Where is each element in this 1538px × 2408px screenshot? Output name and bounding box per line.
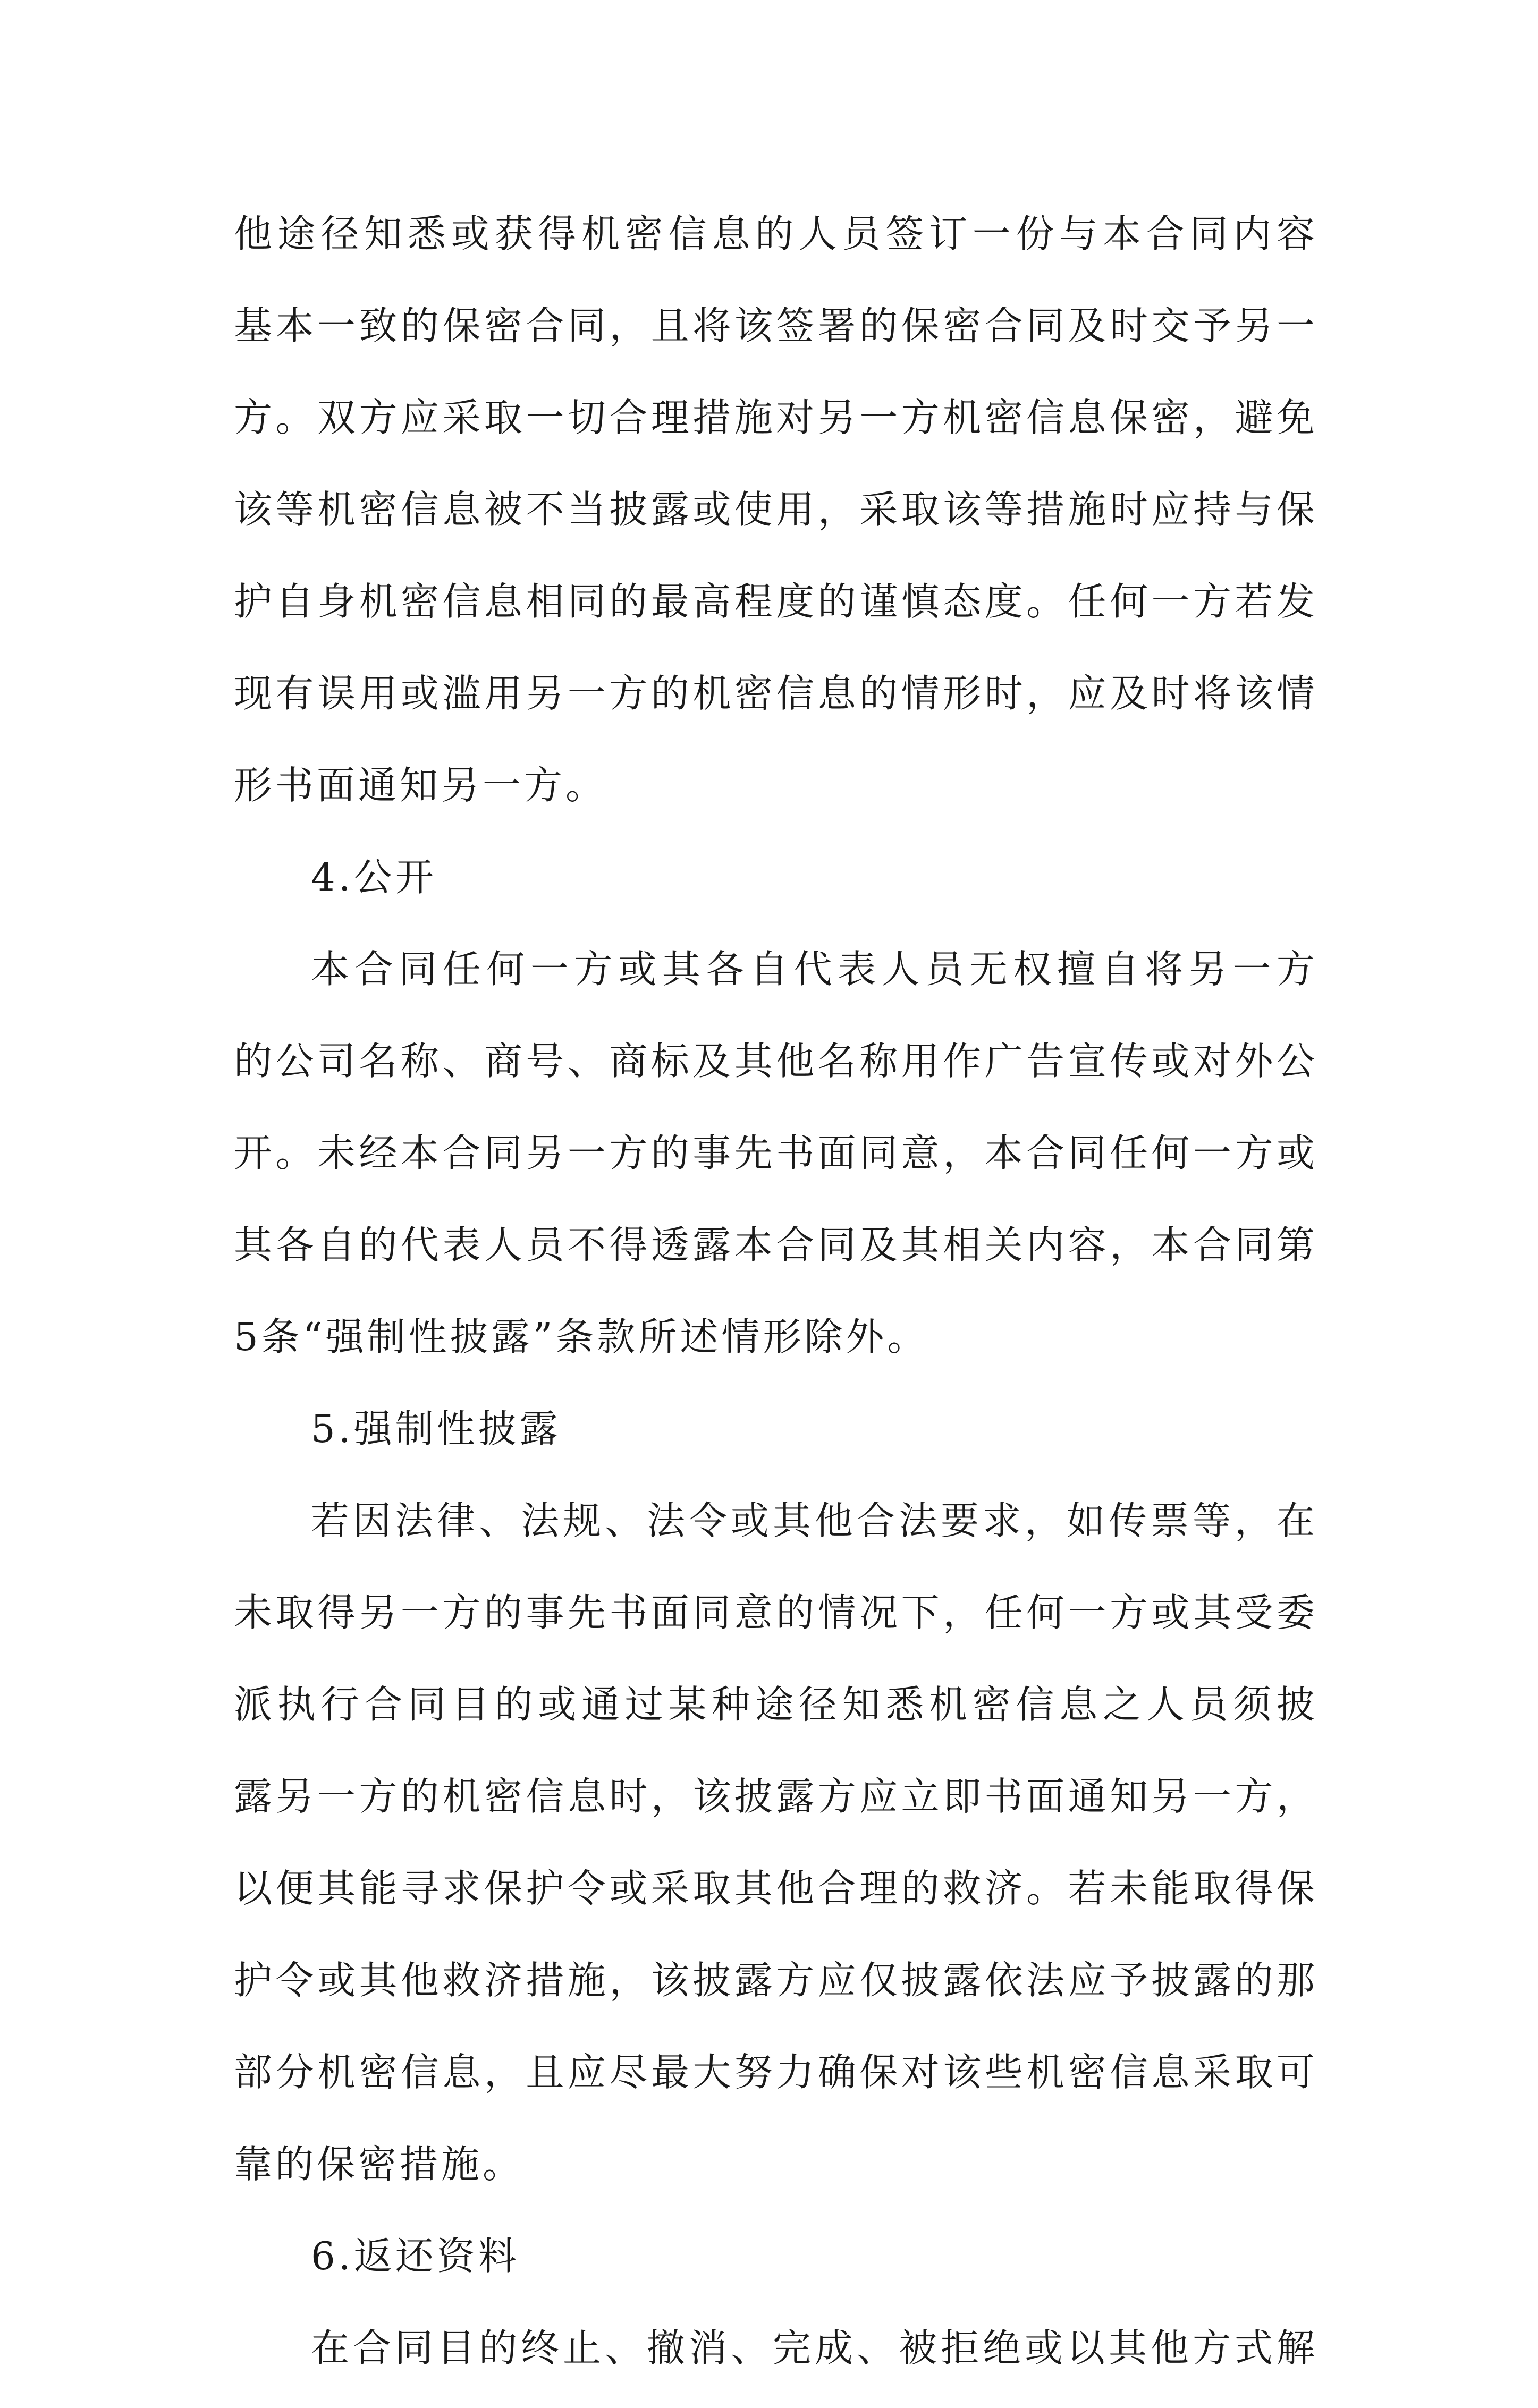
text-line: 形书面通知另一方。	[234, 763, 607, 808]
text-line: 护令或其他救济措施，该披露方应仅披露依法应予披露的那	[234, 1958, 1318, 2003]
contract-text	[234, 202, 1318, 2408]
section-heading-4: 4.公开	[311, 855, 437, 900]
text-line: 该等机密信息被不当披露或使用，采取该等措施时应持与保	[234, 487, 1318, 532]
text-line: 他途径知悉或获得机密信息的人员签订一份与本合同内容	[234, 211, 1318, 256]
text-line: 基本一致的保密合同，且将该签署的保密合同及时交予另一	[234, 303, 1318, 348]
text-line: 护自身机密信息相同的最高程度的谨慎态度。任何一方若发	[234, 579, 1318, 624]
text-line: 的公司名称、商号、商标及其他名称用作广告宣传或对外公	[234, 1039, 1318, 1083]
section-heading-6: 6.返还资料	[311, 2234, 520, 2278]
text-line: 若因法律、法规、法令或其他合法要求，如传票等，在	[311, 1498, 1318, 1543]
text-line: 以便其能寻求保护令或采取其他合理的救济。若未能取得保	[234, 1866, 1318, 1911]
section-heading-5: 5.强制性披露	[311, 1406, 561, 1451]
text-line: 方。双方应采取一切合理措施对另一方机密信息保密，避免	[234, 395, 1318, 440]
text-line: 靠的保密措施。	[234, 2142, 525, 2186]
text-line: 派执行合同目的或通过某种途径知悉机密信息之人员须披	[234, 1682, 1318, 1727]
text-line: 露另一方的机密信息时，该披露方应立即书面通知另一方，	[234, 1774, 1318, 1819]
text-line: 未取得另一方的事先书面同意的情况下，任何一方或其受委	[234, 1590, 1318, 1635]
text-line: 在合同目的终止、撤消、完成、被拒绝或以其他方式解	[311, 2326, 1318, 2370]
text-line: 其各自的代表人员不得透露本合同及其相关内容，本合同第	[234, 1223, 1318, 1267]
text-line: 开。未经本合同另一方的事先书面同意，本合同任何一方或	[234, 1131, 1318, 1175]
text-line: 本合同任何一方或其各自代表人员无权擅自将另一方	[311, 947, 1318, 991]
text-line: 现有误用或滥用另一方的机密信息的情形时，应及时将该情	[234, 671, 1318, 716]
text-line: 部分机密信息，且应尽最大努力确保对该些机密信息采取可	[234, 2050, 1318, 2095]
text-line: 5条“强制性披露”条款所述情形除外。	[234, 1315, 929, 1359]
